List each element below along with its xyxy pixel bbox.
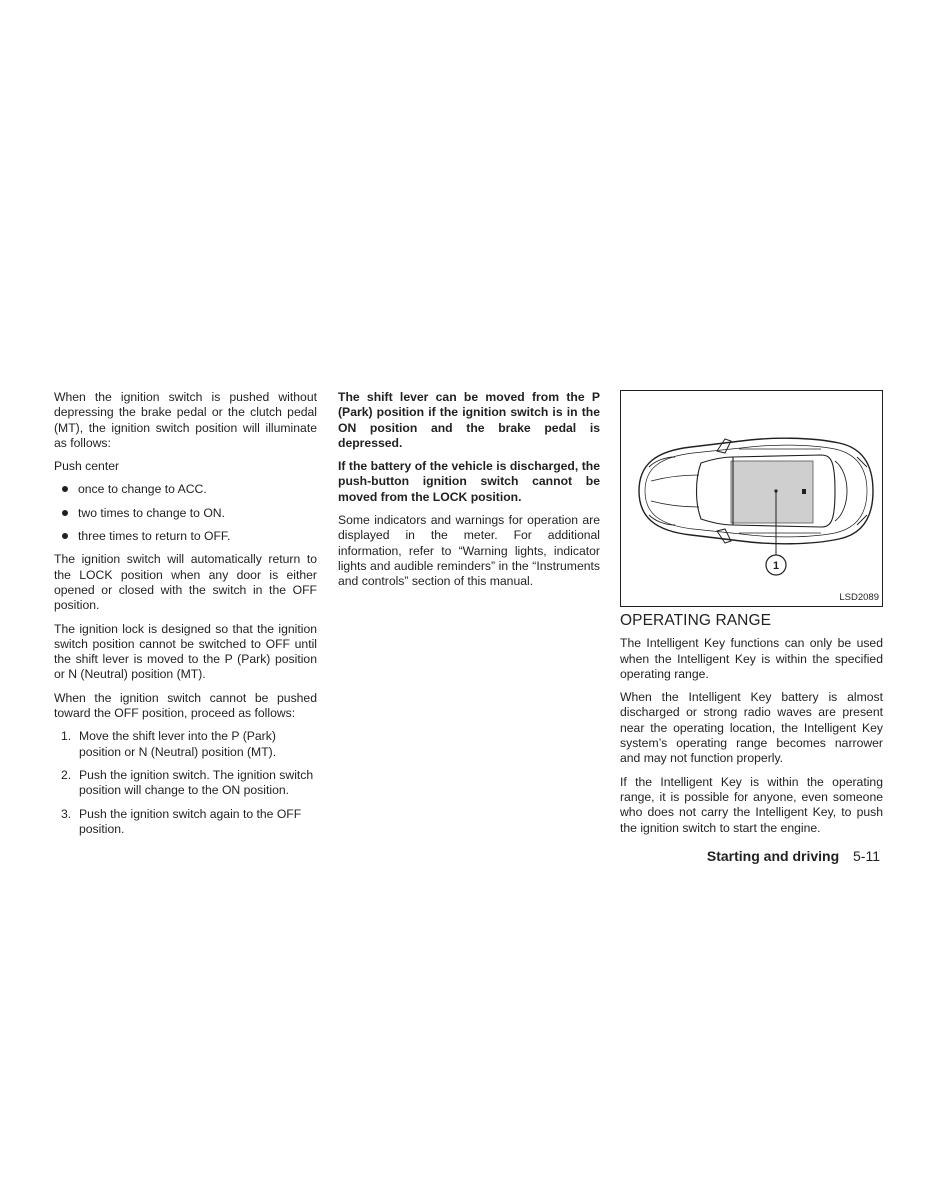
callout-anchor-dot [774, 489, 777, 492]
step-item: 3. Push the ignition switch again to the OFF position. [61, 806, 302, 836]
car-diagram-figure [620, 390, 883, 607]
section-heading: OPERATING RANGE [620, 612, 772, 629]
key-marker-icon [802, 489, 806, 494]
right-column [620, 390, 883, 844]
auto-return-paragraph: The ignition switch will automatically return to the LOCK position when any door is either opened or closed with the switch in the OFF position. [54, 552, 317, 613]
side-mirrors [717, 439, 731, 543]
hood-lines [651, 475, 699, 507]
list-item: three times to return to OFF. [54, 529, 317, 544]
page-footer [600, 848, 880, 864]
operating-range-paragraph-3: If the Intelligent Key is within the operating range, it is possible for anyone, even someone who does not carry the Intelligent Key, to push the ignition switch to start the engine. [620, 774, 883, 835]
battery-note: If the battery of the vehicle is discharged, the push-button ignition switch cannot be moved from the LOCK position. [338, 459, 600, 504]
car-top-view-illustration [621, 391, 882, 606]
push-center-list [54, 482, 317, 544]
operating-range-paragraph-1: The Intelligent Key functions can only be used when the Intelligent Key is within the specified operating range. [620, 636, 883, 681]
operating-range-area [731, 461, 813, 523]
left-column [54, 390, 317, 845]
figure-code: LSD2089 [839, 591, 879, 603]
ignition-lock-paragraph: The ignition lock is designed so that the ignition switch position cannot be switched to OFF until the shift lever is moved to the P (Park) position or N (Neutral) position (MT). [54, 621, 317, 682]
windshield-outline [697, 457, 734, 525]
push-center-label: Push center [54, 459, 120, 474]
page-number: 5-11 [853, 848, 880, 864]
footer-section-title: Starting and driving [706, 848, 840, 864]
step-item: 2. Push the ignition switch. The ignition switch position will change to the ON position. [61, 767, 314, 798]
procedure-steps [54, 729, 317, 837]
callout-number: 1 [772, 560, 780, 572]
shift-lever-note: The shift lever can be moved from the P (Park) position if the ignition switch is in the ON position and the brake pedal is depressed. [338, 390, 600, 450]
intro-paragraph: When the ignition switch is pushed without depressing the brake pedal or the clutch pedal (MT), the ignition switch position will illuminate as follows: [54, 390, 317, 450]
operating-range-paragraph-2: When the Intelligent Key battery is almost discharged or strong radio waves are present near the operating location, the Intelligent Key system’s operating range becomes narrower and may not function properly. [620, 690, 883, 766]
step-item: 1. Move the shift lever into the P (Park) position or N (Neutral) position (MT). [61, 729, 277, 759]
rear-window-outline [835, 461, 847, 521]
list-item: two times to change to ON. [54, 506, 317, 521]
indicators-paragraph: Some indicators and warnings for operation are displayed in the meter. For additional information, refer to “Warning lights, indicator lights and audible reminders” in the “Instruments and controls” section of this manual. [338, 513, 600, 589]
list-item: once to change to ACC. [54, 482, 317, 497]
cannot-push-paragraph: When the ignition switch cannot be pushed toward the OFF position, proceed as follows: [54, 690, 317, 721]
middle-column [338, 390, 600, 598]
